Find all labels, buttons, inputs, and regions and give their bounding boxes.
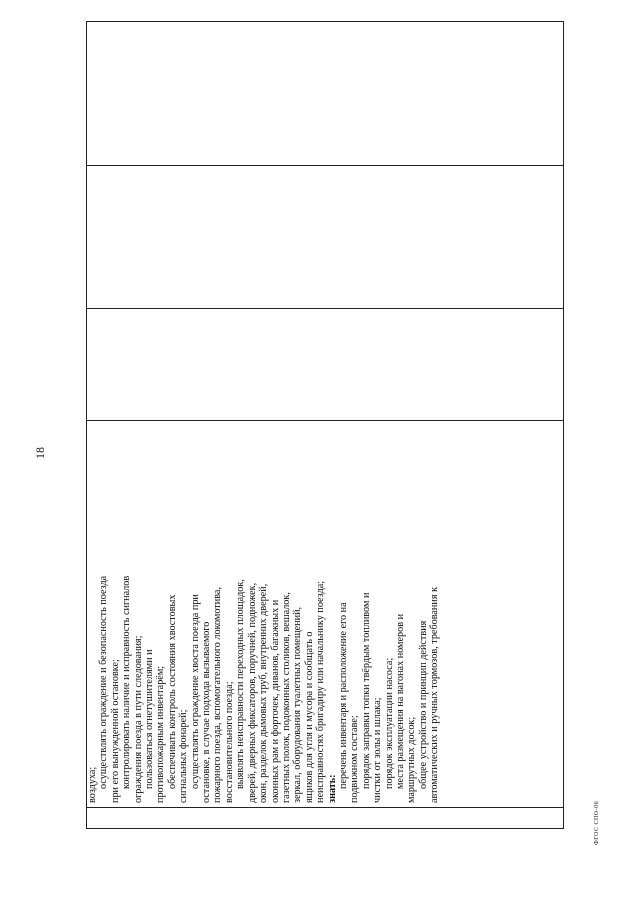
text-line: неисправностях бригадиру или начальнику поезда; bbox=[315, 580, 327, 803]
page-number: 18 bbox=[33, 447, 47, 459]
text-line: перечень инвентаря и расположение его на bbox=[337, 602, 349, 789]
text-line: ящиков для угля и мусора и сообщать о bbox=[303, 631, 315, 803]
text-line: выявлять неисправности переходных площадок, bbox=[235, 579, 247, 789]
text-line: осуществлять ограждение хвоста поезда при bbox=[189, 594, 201, 789]
text-line: воздуха; bbox=[87, 766, 98, 803]
text-line: порядок эксплуатации насоса; bbox=[383, 657, 395, 789]
text-line: оконных рам и форточек, диванов, багажных и bbox=[269, 599, 281, 803]
text-line: окон, разделок дымовых труб, внутренних дверей, bbox=[258, 583, 270, 803]
text-line: знать: bbox=[326, 774, 338, 803]
text-line: места размещения на вагонах номеров и bbox=[394, 613, 406, 789]
text-line: осуществлять ограждение и безопасность поезда bbox=[98, 575, 110, 789]
text-line: обеспечивать контроль состояния хвостовых bbox=[166, 594, 178, 789]
text-line: остановке, в случае подхода вызываемого bbox=[201, 621, 213, 803]
text-line: ограждения поезда в пути следования; bbox=[132, 635, 144, 803]
text-line: противопожарным инвентарём; bbox=[155, 665, 167, 803]
text-line: сигнальных фонарей; bbox=[178, 709, 190, 803]
table-column-3 bbox=[87, 308, 563, 420]
table-column-5 bbox=[87, 20, 563, 165]
text-line: зеркал, оборудования туалетных помещений, bbox=[292, 606, 304, 803]
text-line: контролировать наличие и исправность сигналов bbox=[121, 575, 133, 789]
footer-code: ФГОС СПО-06 bbox=[594, 800, 600, 845]
text-line: дверей, дверных фиксаторов, поручней, подножек, bbox=[246, 582, 258, 803]
text-line: газетных полок, подоконных столиков, вешалок, bbox=[280, 592, 292, 803]
text-line: общее устройство и принцип действия bbox=[417, 620, 429, 789]
content-table bbox=[86, 21, 564, 829]
requirements-text bbox=[87, 427, 441, 803]
table-column-requirements bbox=[87, 420, 563, 807]
text-line: порядок заправки топки твёрдым топливом и bbox=[360, 592, 372, 789]
text-line: автоматических и ручных тормозов, требования к bbox=[429, 586, 441, 803]
text-line: пользоваться огнетушителями и bbox=[144, 649, 156, 789]
text-line: подвижном составе; bbox=[349, 715, 361, 803]
text-line: маршрутных досок; bbox=[406, 716, 418, 803]
table-column-4 bbox=[87, 165, 563, 308]
table-column-number bbox=[87, 807, 563, 828]
text-line: при его вынужденной остановке; bbox=[109, 659, 121, 803]
text-line: чистки от золы и шлака; bbox=[372, 697, 384, 803]
text-line: пожарного поезда, вспомогательного локомотива, bbox=[212, 587, 224, 803]
text-line: восстановительного поезда; bbox=[223, 681, 235, 803]
